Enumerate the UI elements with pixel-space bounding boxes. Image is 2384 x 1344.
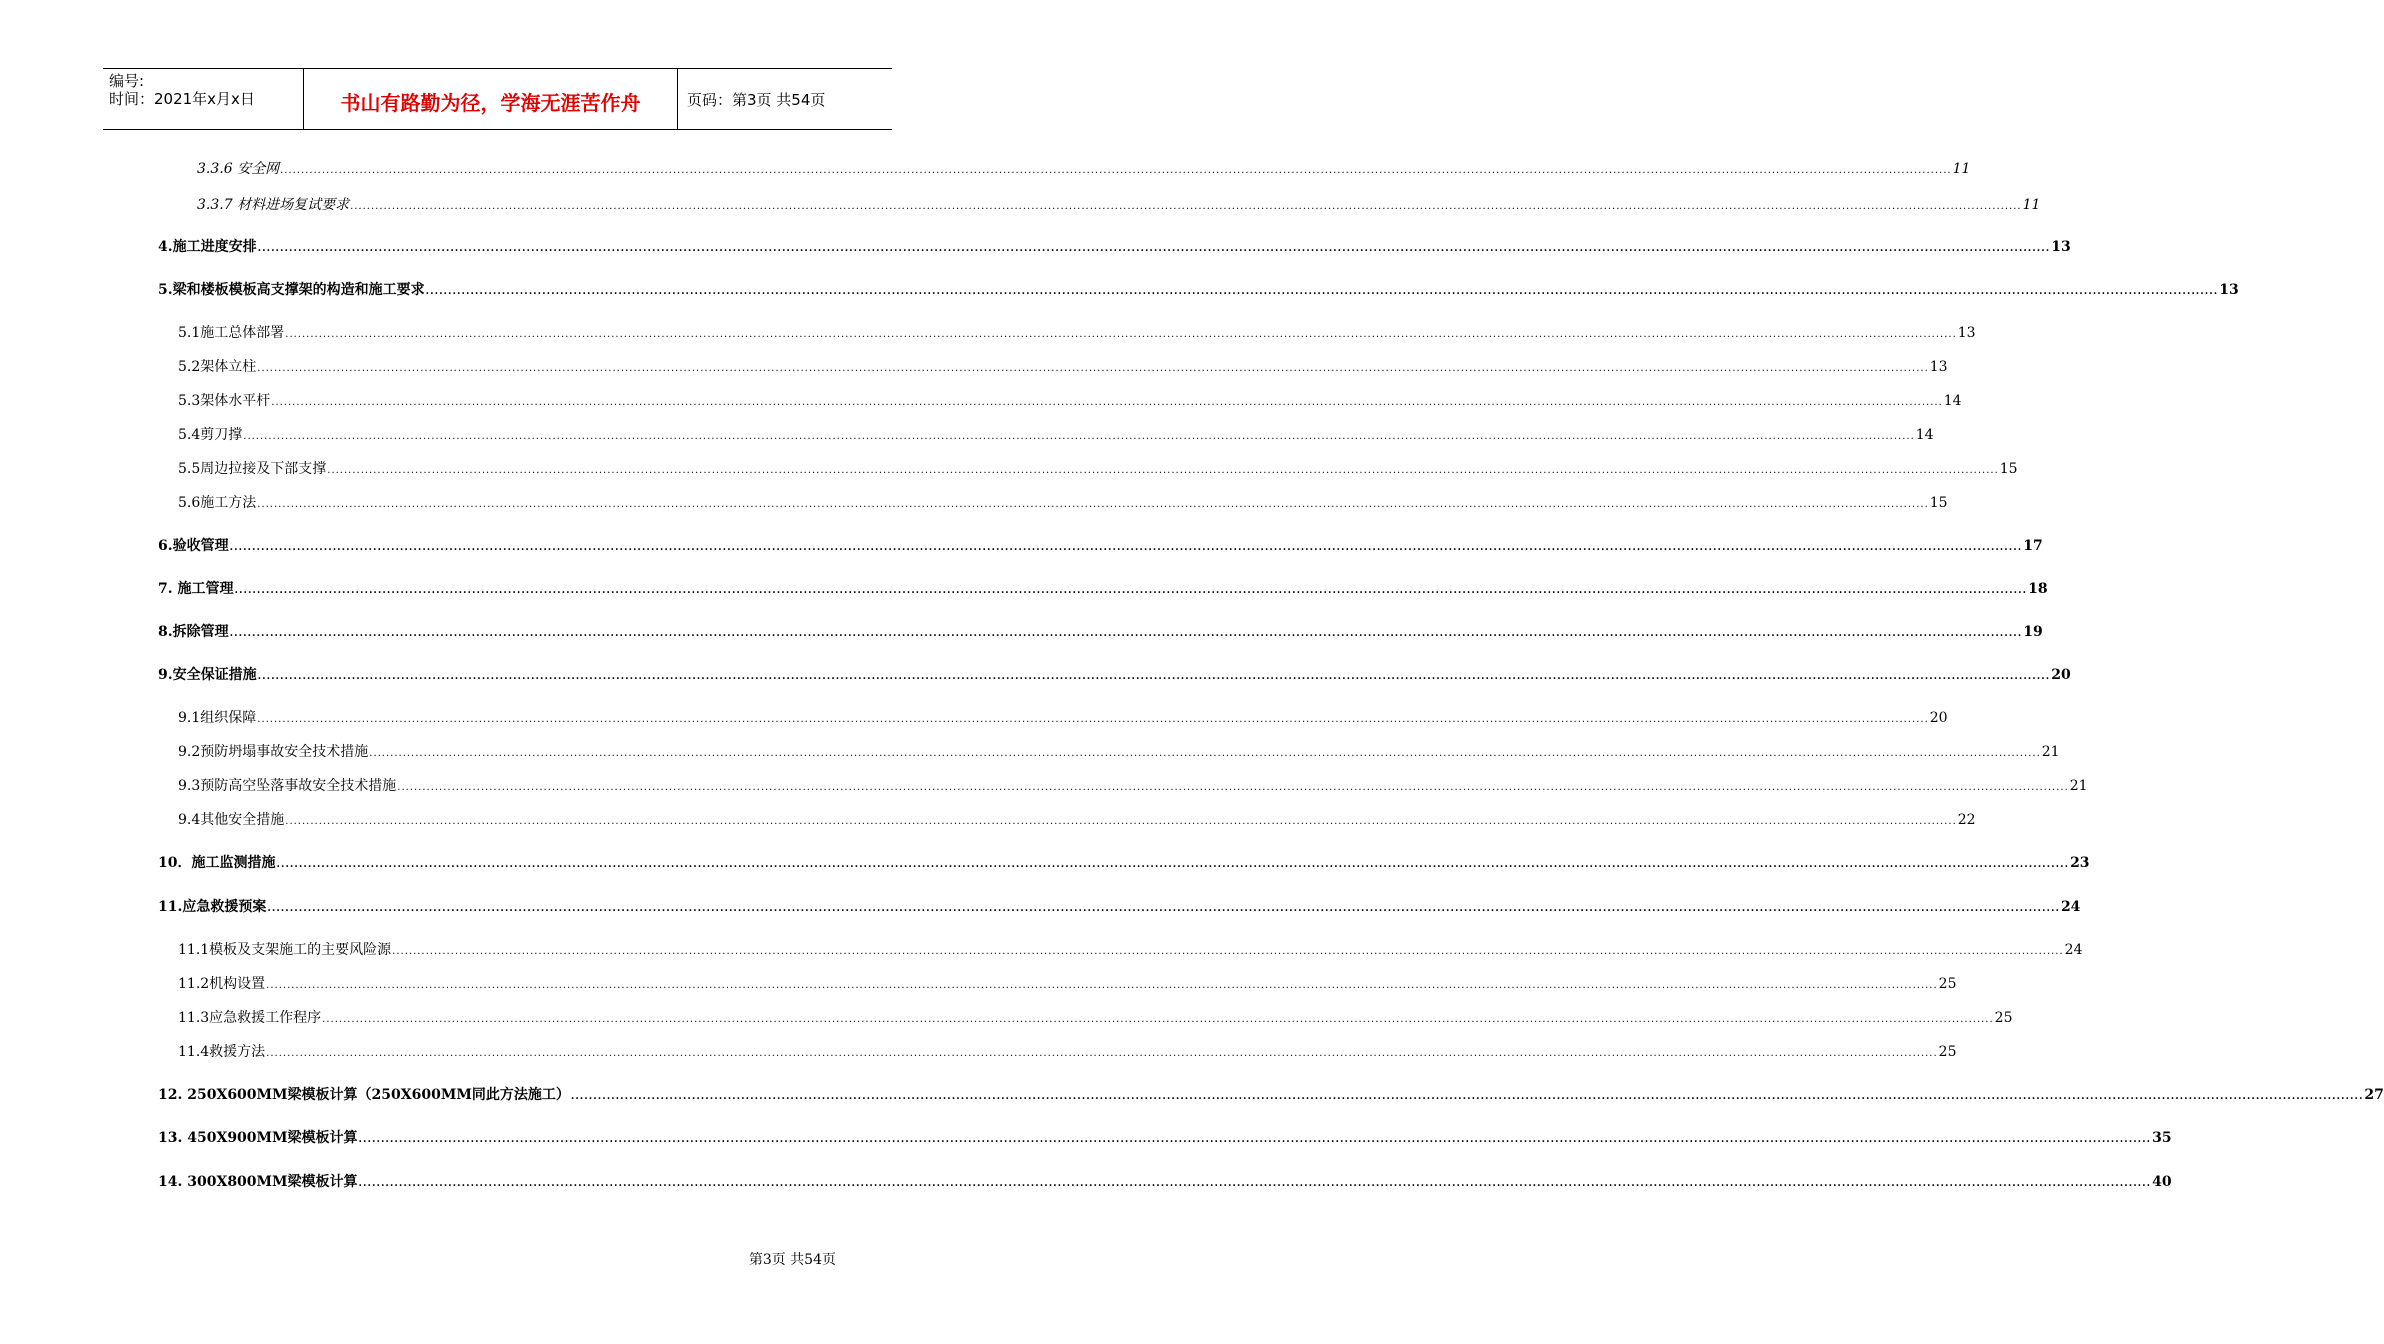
toc-entry[interactable] bbox=[178, 707, 1948, 727]
toc-dot-leader: ................................................................................................................................................................................................................................................................................................................................................................................................................ bbox=[276, 859, 2070, 870]
toc-dot-leader: ................................................................................................................................................................................................................................................................................................................................................................................................................ bbox=[257, 671, 2051, 682]
toc-entry-page-number: 11 bbox=[2022, 197, 2041, 213]
toc-entry-title: 5.4剪刀撑 bbox=[178, 427, 243, 443]
toc-entry[interactable] bbox=[178, 973, 1957, 993]
toc-entry-title: 9.安全保证措施 bbox=[158, 667, 257, 683]
toc-dot-leader: ................................................................................................................................................................................................................................................................................................................................................................................................................ bbox=[229, 628, 2023, 639]
toc-dot-leader: ................................................................................................................................................................................................................................................................................................................................................................................................................ bbox=[257, 363, 1929, 374]
toc-entry-title: 9.4其他安全措施 bbox=[178, 812, 285, 828]
toc-entry[interactable] bbox=[178, 492, 1948, 512]
toc-dot-leader: ................................................................................................................................................................................................................................................................................................................................................................................................................ bbox=[392, 946, 2064, 957]
toc-entry-page-number: 13 bbox=[2219, 282, 2239, 298]
toc-dot-leader: ................................................................................................................................................................................................................................................................................................................................................................................................................ bbox=[350, 201, 2022, 212]
toc-dot-leader: ................................................................................................................................................................................................................................................................................................................................................................................................................ bbox=[285, 329, 1957, 340]
toc-entry-page-number: 25 bbox=[1994, 1010, 2013, 1026]
toc-entry-page-number: 21 bbox=[2041, 744, 2060, 760]
toc-entry-page-number: 21 bbox=[2069, 778, 2088, 794]
toc-entry-page-number: 15 bbox=[1929, 495, 1948, 511]
toc-entry-title: 5.6施工方法 bbox=[178, 495, 257, 511]
toc-entry[interactable] bbox=[178, 424, 1934, 444]
toc-dot-leader: ................................................................................................................................................................................................................................................................................................................................................................................................................ bbox=[425, 286, 2219, 297]
toc-dot-leader: ................................................................................................................................................................................................................................................................................................................................................................................................................ bbox=[285, 816, 1957, 827]
header-page-info: 页码：第3页 共54页 bbox=[687, 91, 826, 109]
toc-entry[interactable] bbox=[178, 458, 2018, 478]
toc-entry-page-number: 27 bbox=[2364, 1087, 2384, 1103]
toc-entry-page-number: 40 bbox=[2152, 1174, 2172, 1190]
toc-dot-leader: ................................................................................................................................................................................................................................................................................................................................................................................................................ bbox=[234, 585, 2028, 596]
toc-entry-page-number: 24 bbox=[2060, 899, 2081, 915]
toc-entry-title: 5.1施工总体部署 bbox=[178, 325, 285, 341]
toc-entry-page-number: 24 bbox=[2064, 942, 2083, 958]
toc-dot-leader: ................................................................................................................................................................................................................................................................................................................................................................................................................ bbox=[322, 1014, 1994, 1025]
page-footer-number: 第3页 共54页 bbox=[748, 1252, 836, 1268]
toc-entry-page-number: 11 bbox=[1952, 161, 1971, 177]
toc-entry-title: 11.3应急救援工作程序 bbox=[178, 1010, 322, 1026]
toc-entry-title: 10．施工监测措施 bbox=[158, 855, 276, 871]
toc-dot-leader: ................................................................................................................................................................................................................................................................................................................................................................................................................ bbox=[327, 465, 1999, 476]
toc-entry[interactable] bbox=[158, 578, 2048, 598]
toc-dot-leader: ................................................................................................................................................................................................................................................................................................................................................................................................................ bbox=[358, 1178, 2152, 1189]
toc-entry-title: 11.应急救援预案 bbox=[158, 899, 267, 915]
toc-entry-page-number: 23 bbox=[2070, 855, 2090, 871]
toc-entry[interactable] bbox=[158, 1127, 2172, 1147]
toc-entry-title: 9.1组织保障 bbox=[178, 710, 257, 726]
toc-dot-leader: ................................................................................................................................................................................................................................................................................................................................................................................................................ bbox=[266, 980, 1938, 991]
toc-entry-title: 4.施工进度安排 bbox=[158, 239, 257, 255]
toc-entry[interactable] bbox=[178, 741, 2060, 761]
toc-entry-title: 5.梁和楼板模板高支撑架的构造和施工要求 bbox=[158, 282, 425, 298]
toc-entry-page-number: 22 bbox=[1957, 812, 1976, 828]
toc-entry-page-number: 35 bbox=[2152, 1130, 2172, 1146]
document-time-label: 时间：2021年x月x日 bbox=[109, 90, 255, 108]
toc-dot-leader: ................................................................................................................................................................................................................................................................................................................................................................................................................ bbox=[369, 748, 2041, 759]
toc-dot-leader: ................................................................................................................................................................................................................................................................................................................................................................................................................ bbox=[243, 431, 1915, 442]
toc-entry[interactable] bbox=[178, 775, 2088, 795]
toc-entry[interactable] bbox=[197, 158, 1971, 178]
toc-entry-page-number: 13 bbox=[1929, 359, 1948, 375]
header-motto: 书山有路勤为径，学海无涯苦作舟 bbox=[340, 91, 641, 115]
toc-entry[interactable] bbox=[158, 535, 2043, 555]
toc-entry[interactable] bbox=[158, 1171, 2172, 1191]
toc-entry[interactable] bbox=[178, 1041, 1957, 1061]
toc-entry[interactable] bbox=[158, 236, 2071, 256]
toc-entry[interactable] bbox=[178, 939, 2083, 959]
toc-entry-title: 5.5周边拉接及下部支撑 bbox=[178, 461, 327, 477]
toc-entry[interactable] bbox=[178, 1007, 2013, 1027]
toc-entry-page-number: 14 bbox=[1915, 427, 1934, 443]
toc-entry-title: 3.3.6 安全网 bbox=[197, 161, 280, 177]
toc-entry[interactable] bbox=[178, 322, 1976, 342]
toc-dot-leader: ................................................................................................................................................................................................................................................................................................................................................................................................................ bbox=[257, 499, 1929, 510]
toc-dot-leader: ................................................................................................................................................................................................................................................................................................................................................................................................................ bbox=[257, 243, 2051, 254]
toc-entry-title: 13. 450X900MM梁模板计算 bbox=[158, 1130, 358, 1146]
toc-dot-leader: ................................................................................................................................................................................................................................................................................................................................................................................................................ bbox=[257, 714, 1929, 725]
toc-entry[interactable] bbox=[158, 279, 2239, 299]
toc-entry[interactable] bbox=[178, 356, 1948, 376]
toc-entry-title: 7. 施工管理 bbox=[158, 581, 234, 597]
toc-entry-page-number: 25 bbox=[1938, 1044, 1957, 1060]
toc-entry-page-number: 13 bbox=[1957, 325, 1976, 341]
toc-dot-leader: ................................................................................................................................................................................................................................................................................................................................................................................................................ bbox=[397, 782, 2069, 793]
toc-dot-leader: ................................................................................................................................................................................................................................................................................................................................................................................................................ bbox=[229, 542, 2023, 553]
toc-dot-leader: ................................................................................................................................................................................................................................................................................................................................................................................................................ bbox=[280, 165, 1952, 176]
toc-entry[interactable] bbox=[197, 194, 2041, 214]
toc-entry-page-number: 25 bbox=[1938, 976, 1957, 992]
toc-entry[interactable] bbox=[158, 664, 2071, 684]
toc-entry-page-number: 14 bbox=[1943, 393, 1962, 409]
toc-entry-title: 11.2机构设置 bbox=[178, 976, 266, 992]
toc-entry-title: 5.3架体水平杆 bbox=[178, 393, 271, 409]
toc-dot-leader: ................................................................................................................................................................................................................................................................................................................................................................................................................ bbox=[271, 397, 1943, 408]
toc-entry-title: 3.3.7 材料进场复试要求 bbox=[197, 197, 350, 213]
toc-entry[interactable] bbox=[158, 1084, 2384, 1104]
toc-entry-title: 12. 250X600MM梁模板计算（250X600MM同此方法施工） bbox=[158, 1087, 570, 1103]
toc-entry[interactable] bbox=[158, 621, 2043, 641]
toc-entry-page-number: 20 bbox=[2051, 667, 2071, 683]
toc-entry-title: 11.1模板及支架施工的主要风险源 bbox=[178, 942, 392, 958]
toc-entry-page-number: 20 bbox=[1929, 710, 1948, 726]
toc-entry-page-number: 13 bbox=[2051, 239, 2071, 255]
toc-entry-title: 9.2预防坍塌事故安全技术措施 bbox=[178, 744, 369, 760]
toc-entry-page-number: 19 bbox=[2023, 624, 2043, 640]
toc-dot-leader: ................................................................................................................................................................................................................................................................................................................................................................................................................ bbox=[266, 1048, 1938, 1059]
toc-dot-leader: ................................................................................................................................................................................................................................................................................................................................................................................................................ bbox=[267, 903, 2060, 914]
toc-entry-title: 5.2架体立柱 bbox=[178, 359, 257, 375]
toc-entry-title: 6.验收管理 bbox=[158, 538, 229, 554]
toc-entry-title: 8.拆除管理 bbox=[158, 624, 229, 640]
toc-entry-page-number: 15 bbox=[1999, 461, 2018, 477]
toc-entry[interactable] bbox=[178, 809, 1976, 829]
toc-entry-title: 9.3预防高空坠落事故安全技术措施 bbox=[178, 778, 397, 794]
toc-entry-title: 11.4救援方法 bbox=[178, 1044, 266, 1060]
toc-entry-page-number: 17 bbox=[2023, 538, 2043, 554]
toc-entry[interactable] bbox=[178, 390, 1962, 410]
toc-entry[interactable] bbox=[158, 896, 2081, 916]
toc-entry[interactable] bbox=[158, 852, 2090, 872]
toc-entry-page-number: 18 bbox=[2028, 581, 2048, 597]
toc-entry-title: 14. 300X800MM梁模板计算 bbox=[158, 1174, 358, 1190]
toc-dot-leader: ................................................................................................................................................................................................................................................................................................................................................................................................................ bbox=[358, 1134, 2152, 1145]
document-number-label: 编号: bbox=[109, 72, 145, 90]
toc-dot-leader: ................................................................................................................................................................................................................................................................................................................................................................................................................ bbox=[570, 1091, 2364, 1102]
